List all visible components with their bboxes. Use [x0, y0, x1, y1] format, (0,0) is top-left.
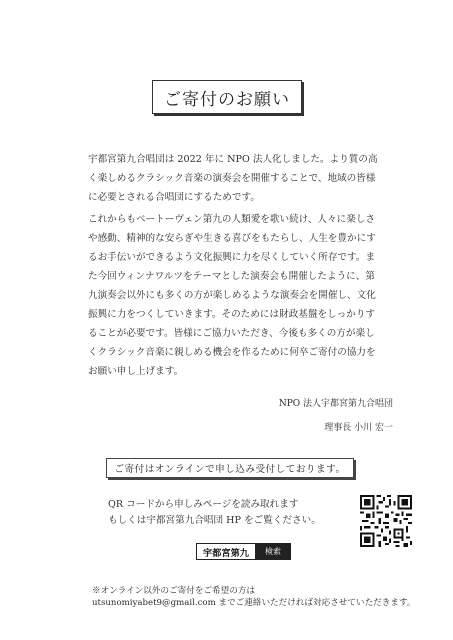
contact-note — [92, 585, 415, 609]
qr-instructions-line-1: QR コードから申しみページを読み取れます — [108, 499, 299, 510]
signature-representative: 理事長 小川 宏一 — [324, 423, 393, 433]
signature-organization: NPO 法人宇都宮第九合唱団 — [278, 399, 393, 409]
search-button[interactable]: 検索 — [256, 544, 290, 559]
qr-instructions — [108, 497, 358, 529]
page-title-text: ご寄付のお願い — [164, 89, 290, 110]
search-query-field[interactable]: 宇都宮第九 — [197, 544, 256, 559]
search-bar — [196, 543, 291, 560]
online-notice-text: ご寄付はオンラインで申し込み受付しております。 — [114, 464, 346, 475]
contact-note-line-2: utsunomiyabet9@gmail.com までご連絡いただければ対応させていただきます。 — [92, 598, 416, 608]
qr-code-icon[interactable] — [360, 495, 412, 547]
body-paragraph-2: これからもベートーヴェン第九の人類愛を歌い続け、人々に楽しさや感動、精神的な安らぎや生きる喜びをもたらし、人生を豊かにするお手伝いができるよう文化振興に力を尽くしていく所存です。また今回ウィンナワルツをテーマとした演奏会も開催したように、第九演奏会以外にも多くの方が楽しめるような演奏会を開催し、文化振興に力をつくしていきます。そのためには財政基盤をしっかりすることが必要です。皆様にご協力いただき、今後も多くの方が楽しくクラシック音楽に親しめる機会を作るために何卒ご寄付の協力をお願い申し上げます。 — [88, 214, 376, 377]
qr-instructions-line-2: もしくは宇都宮第九合唱団 HP をご覧ください。 — [108, 515, 321, 526]
page-title — [152, 80, 302, 114]
body-paragraph-1: 宇都宮第九合唱団は 2022 年に NPO 法人化しました。より質の高く楽しめるクラシック音楽の演奏会を開催することで、地域の皆様に必要とされる合唱団にするためです。 — [88, 154, 378, 203]
contact-note-line-1: ※オンライン以外のご寄付をご希望の方は — [92, 586, 256, 596]
online-notice-box — [106, 458, 354, 478]
body-text — [88, 150, 378, 384]
